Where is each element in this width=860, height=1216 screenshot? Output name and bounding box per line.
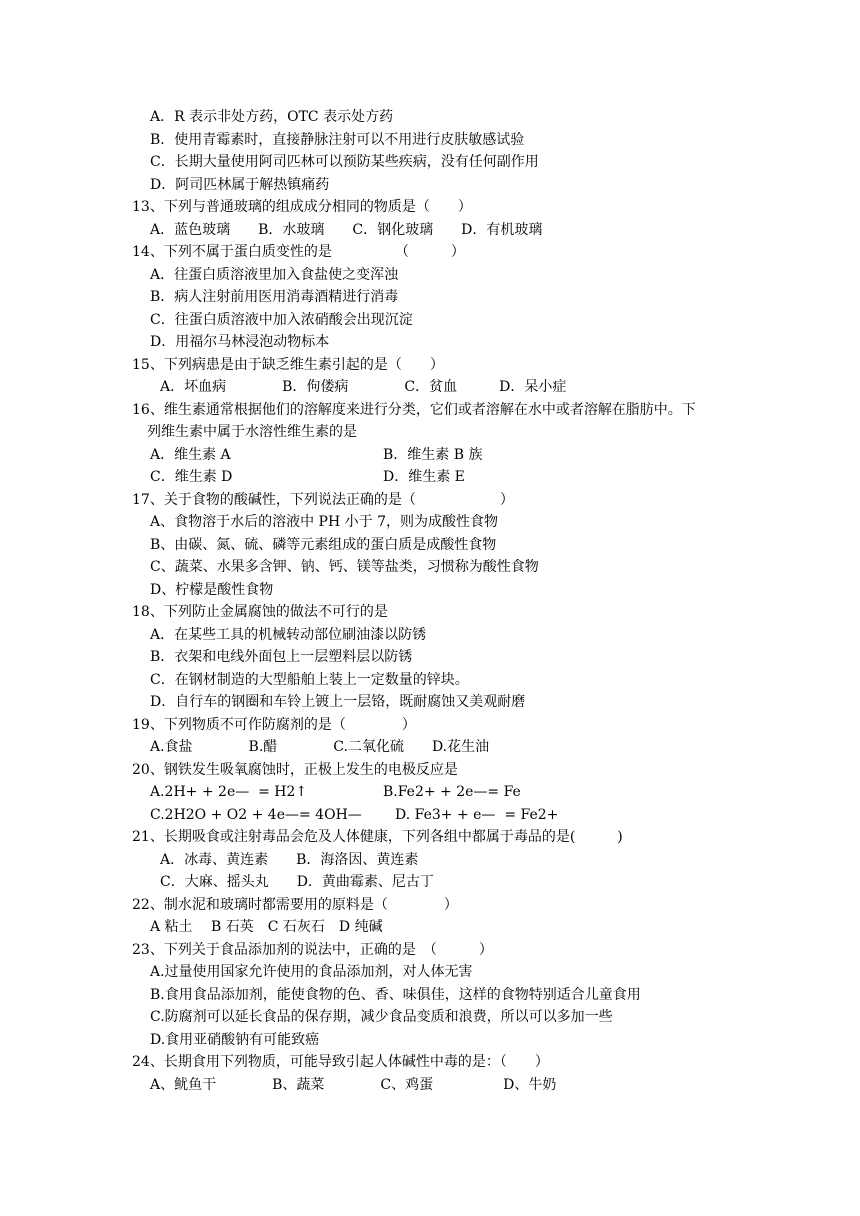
q23-option-a: A.过量使用国家允许使用的食品添加剂，对人体无害: [150, 964, 473, 980]
q23-option-c: C.防腐剂可以延长食品的保存期，减少食品变质和浪费，所以可以多加一些: [150, 1009, 613, 1025]
q16-option-c: C．维生素 D: [150, 469, 233, 485]
q14-stem: 14、下列不属于蛋白质变性的是 （ ）: [132, 244, 465, 260]
q21-options-cd: C．大麻、摇头丸 D．黄曲霉素、尼古丁: [160, 874, 434, 890]
q23-stem: 23、下列关于食品添加剂的说法中，正确的是 （ ）: [132, 942, 493, 958]
q16-option-b: B．维生素 B 族: [383, 447, 483, 463]
q21-stem: 21、长期吸食或注射毒品会危及人体健康，下列各组中都属于毒品的是( ): [132, 829, 623, 845]
q18-option-c: C．在钢材制造的大型船舶上装上一定数量的锌块。: [150, 672, 469, 688]
q14-option-a: A．往蛋白质溶液里加入食盐使之变浑浊: [150, 267, 399, 283]
q12-option-d: D．阿司匹林属于解热镇痛药: [150, 177, 330, 193]
q21-options-ab: A．冰毒、黄连素 B．海洛因、黄连素: [160, 852, 419, 868]
q15-options: A．坏血病 B．佝偻病 C．贫血 D．呆小症: [160, 379, 567, 395]
q13-options: A．蓝色玻璃 B．水玻璃 C．钢化玻璃 D．有机玻璃: [150, 222, 543, 238]
q16-stem: 16、维生素通常根据他们的溶解度来进行分类，它们或者溶解在水中或者溶解在脂肪中。下: [132, 402, 696, 418]
q23-option-d: D.食用亚硝酸钠有可能致癌: [150, 1032, 320, 1048]
q17-option-b: B、由碳、氮、硫、磷等元素组成的蛋白质是成酸性食物: [150, 537, 497, 553]
q12-option-a: A．R 表示非处方药，OTC 表示处方药: [150, 109, 394, 125]
q16-option-d: D．维生素 E: [383, 469, 465, 485]
q20-option-a: A.2H+ + 2e— = H2↑: [150, 784, 308, 800]
q20-option-c: C.2H2O + O2 + 4e—= 4OH—: [150, 807, 362, 823]
q12-option-b: B．使用青霉素时，直接静脉注射可以不用进行皮肤敏感试验: [150, 132, 525, 148]
q17-option-d: D、柠檬是酸性食物: [150, 582, 274, 598]
q19-options: A.食盐 B.醋 C.二氧化硫 D.花生油: [150, 739, 490, 755]
q14-option-b: B．病人注射前用医用消毒酒精进行消毒: [150, 289, 399, 305]
q23-option-b: B.食用食品添加剂，能使食物的色、香、味俱佳，这样的食物特别适合儿童食用: [150, 987, 641, 1003]
q16-option-a: A．维生素 A: [150, 447, 231, 463]
q20-stem: 20、钢铁发生吸氧腐蚀时，正极上发生的电极反应是: [132, 762, 458, 778]
q22-options: A 粘土 B 石英 C 石灰石 D 纯碱: [150, 919, 383, 935]
q22-stem: 22、制水泥和玻璃时都需要用的原料是（ ）: [132, 897, 458, 913]
q17-stem: 17、关于食物的酸碱性，下列说法正确的是（ ）: [132, 492, 514, 508]
q24-stem: 24、长期食用下列物质，可能导致引起人体碱性中毒的是：（ ）: [132, 1054, 549, 1070]
q17-option-a: A、食物溶于水后的溶液中 PH 小于 7，则为成酸性食物: [150, 514, 498, 530]
q18-stem: 18、下列防止金属腐蚀的做法不可行的是: [132, 604, 388, 620]
q17-option-c: C、蔬菜、水果多含钾、钠、钙、镁等盐类，习惯称为酸性食物: [150, 559, 539, 575]
q24-options: A、鱿鱼干 B、蔬菜 C、鸡蛋 D、牛奶: [150, 1077, 557, 1093]
q16-stem-cont: 列维生素中属于水溶性维生素的是: [147, 424, 357, 440]
q14-option-d: D．用福尔马林浸泡动物标本: [150, 334, 330, 350]
q20-option-d: D. Fe3+ + e— = Fe2+: [395, 807, 559, 823]
q15-stem: 15、下列病患是由于缺乏维生素引起的是（ ）: [132, 357, 444, 373]
q18-option-a: A．在某些工具的机械转动部位刷油漆以防锈: [150, 627, 427, 643]
q19-stem: 19、下列物质不可作防腐剂的是（ ）: [132, 717, 416, 733]
q12-option-c: C．长期大量使用阿司匹林可以预防某些疾病，没有任何副作用: [150, 154, 539, 170]
q18-option-b: B．衣架和电线外面包上一层塑料层以防锈: [150, 649, 413, 665]
q18-option-d: D．自行车的钢圈和车铃上镀上一层铬，既耐腐蚀又美观耐磨: [150, 694, 526, 710]
q20-option-b: B.Fe2+ + 2e—= Fe: [383, 784, 521, 800]
q14-option-c: C．往蛋白质溶液中加入浓硝酸会出现沉淀: [150, 312, 413, 328]
q13-stem: 13、下列与普通玻璃的组成成分相同的物质是（ ）: [132, 199, 472, 215]
